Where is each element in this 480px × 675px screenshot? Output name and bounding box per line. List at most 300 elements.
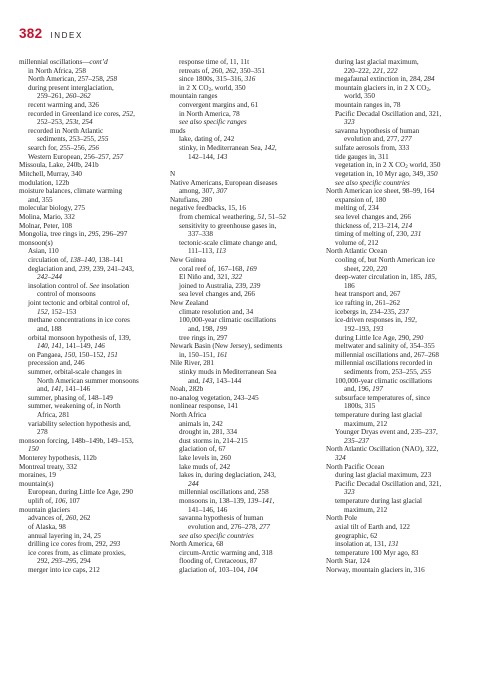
entry-text: , world, 350	[211, 83, 246, 92]
entry-text: precession and, 246	[28, 359, 85, 368]
entry-text: mountain ranges in, 78	[335, 101, 401, 110]
entry-text: response time of, 11, 11t	[179, 58, 250, 66]
entry-text: heat transport and, 267	[335, 290, 401, 299]
entry-text: , 107	[65, 497, 80, 506]
entry-text: negative feedbacks, 15, 16	[170, 204, 246, 213]
index-entry	[326, 428, 472, 437]
entry-italic-text: 25	[93, 531, 101, 540]
index-entry	[170, 256, 316, 265]
entry-text: recorded in Greenland ice cores,	[28, 109, 123, 118]
entry-text: , 141–149,	[62, 342, 95, 351]
entry-text: in, 150–151,	[179, 350, 217, 359]
index-entry	[326, 566, 472, 575]
entry-italic-text: 350	[426, 169, 438, 178]
entry-italic-text: 239	[78, 264, 90, 273]
entry-text: from chemical weathering,	[179, 212, 258, 221]
index-entry	[19, 463, 165, 472]
entry-italic-text: 237	[398, 307, 409, 316]
entry-text: climate resolution and, 34	[179, 307, 254, 316]
entry-text: search for, 255–256,	[28, 144, 89, 153]
entry-text: , 51–52	[264, 212, 287, 221]
index-entry	[326, 92, 472, 101]
entry-text: 252–253,	[37, 118, 66, 127]
entry-italic-text: 255	[420, 367, 432, 376]
index-entry	[326, 153, 472, 162]
index-entry	[19, 92, 165, 101]
entry-text: no-analog vegetation, 243–245	[170, 393, 259, 402]
index-entry	[19, 540, 165, 549]
index-entry	[19, 523, 165, 532]
entry-italic-text: 277	[259, 522, 270, 531]
index-entry	[170, 110, 316, 119]
entry-text: New Guinea	[170, 256, 206, 265]
entry-text: tectonic-scale climate change and,	[179, 238, 277, 247]
entry-text: insolation	[99, 281, 130, 290]
entry-text: in North America, 78	[179, 109, 240, 118]
entry-italic-text: 307	[216, 187, 228, 196]
entry-italic-text: 141	[50, 385, 62, 394]
index-entry	[326, 532, 472, 541]
entry-text: , 152–153	[47, 307, 77, 316]
index-entry	[326, 179, 472, 188]
index-entry	[170, 523, 316, 532]
index-entry	[19, 282, 165, 291]
index-entry	[170, 540, 316, 549]
entry-text: sediments from, 253–255,	[344, 367, 421, 376]
index-entry	[170, 514, 316, 523]
entry-text: 292,	[37, 557, 52, 566]
index-entry	[19, 359, 165, 368]
index-entry	[326, 488, 472, 497]
entry-text: Newark Basin (New Jersey), sediments	[170, 342, 283, 351]
index-entry	[326, 514, 472, 523]
entry-text: and, 355	[28, 195, 53, 204]
entry-italic-text: 106	[54, 497, 66, 506]
index-entry	[170, 325, 316, 334]
entry-text: and, 196,	[344, 385, 373, 394]
index-entry	[19, 213, 165, 222]
index-entry	[19, 230, 165, 239]
index-entry	[170, 411, 316, 420]
index-entry	[326, 67, 472, 76]
entry-text: flooding of, Cretaceous, 87	[179, 557, 257, 566]
entry-italic-text: 256	[88, 144, 99, 153]
index-entry	[326, 523, 472, 532]
entry-text: nonlinear response, 141	[170, 402, 239, 411]
index-entry	[19, 179, 165, 188]
entry-italic-text: 143	[201, 376, 213, 385]
entry-text: stinky, in Mediterranean Sea,	[179, 144, 265, 153]
entry-text: circulation of,	[28, 256, 70, 265]
index-entry	[170, 497, 316, 506]
entry-text: animals in, 242	[179, 419, 223, 428]
index-entry	[326, 196, 472, 205]
index-entry	[326, 308, 472, 317]
entry-text: deep-water circulation in, 185,	[335, 273, 425, 282]
index-entry	[170, 239, 316, 248]
entry-text: world, 350	[344, 92, 375, 101]
index-entry	[326, 222, 472, 231]
index-entry	[170, 351, 316, 360]
entry-text: drilling ice cores from, 292,	[28, 540, 110, 549]
index-entry	[170, 179, 316, 188]
entry-text: Molnar, Peter, 108	[19, 221, 72, 230]
entry-text: , 143–144	[212, 376, 242, 385]
entry-text: moraines, 19	[19, 471, 56, 480]
entry-italic-text: 140, 141	[37, 342, 62, 351]
index-entry	[19, 549, 165, 558]
entry-text: merger into ice caps, 212	[28, 565, 100, 574]
index-entry	[326, 549, 472, 558]
entry-text: Africa, 281	[37, 410, 70, 419]
index-entry	[326, 368, 472, 377]
entry-text: among, 307,	[179, 187, 217, 196]
index-entry	[326, 135, 472, 144]
entry-text: recent warming and, 326	[28, 101, 99, 110]
index-entry	[170, 58, 316, 67]
entry-italic-text: 152	[37, 307, 48, 316]
entry-text: Western European, 256–257,	[28, 152, 113, 161]
index-entry	[19, 316, 165, 325]
entry-text: North American summer monsoons	[37, 376, 139, 385]
index-entry	[19, 334, 165, 343]
index-entry	[19, 247, 165, 256]
entry-text: , 141–146	[61, 385, 91, 394]
index-entry	[170, 385, 316, 394]
index-entry	[170, 247, 316, 256]
index-entry	[170, 557, 316, 566]
index-entry	[19, 368, 165, 377]
entry-text: Mongolia, tree rings in,	[19, 230, 89, 239]
index-entry	[326, 334, 472, 343]
entry-text: world, 350	[407, 161, 441, 170]
index-entry	[170, 273, 316, 282]
index-entry	[170, 359, 316, 368]
entry-text: cooling of, but North American ice	[335, 256, 435, 265]
index-entry	[326, 316, 472, 325]
index-column-3	[326, 58, 472, 575]
index-entry	[19, 135, 165, 144]
entry-text: vegetation in, 10 Myr ago, 349,	[335, 169, 427, 178]
index-entry	[19, 445, 165, 454]
entry-italic-text: 324	[335, 454, 346, 463]
index-entry	[170, 75, 316, 84]
entry-text: control of monsoons	[37, 290, 96, 299]
entry-text: drought in, 281, 334	[179, 428, 238, 437]
entry-italic-text: see also specific countries	[179, 531, 254, 540]
index-entry	[170, 230, 316, 239]
entry-text: Younger Dryas event and, 235–237,	[335, 428, 438, 437]
index-entry	[170, 566, 316, 575]
entry-text: evolution and, 277,	[344, 135, 401, 144]
index-entry	[170, 213, 316, 222]
entry-italic-text: 146	[94, 342, 105, 351]
index-entry	[19, 394, 165, 403]
index-entry	[326, 454, 472, 463]
entry-text: insolation control of.	[28, 281, 90, 290]
index-entry	[19, 488, 165, 497]
index-entry	[326, 144, 472, 153]
entry-text: , 294	[76, 557, 91, 566]
index-column-2	[170, 58, 316, 575]
entry-text: meltwater and salinity of, 354–355	[335, 342, 435, 351]
index-entry	[170, 480, 316, 489]
entry-text: , 350–351	[236, 66, 265, 75]
entry-text: 142–144,	[188, 152, 217, 161]
index-entry	[170, 290, 316, 299]
entry-italic-text: 197	[372, 385, 383, 394]
entry-text: uplift of,	[28, 497, 55, 506]
entry-text: on Pangaea,	[28, 350, 65, 359]
index-entry	[19, 420, 165, 429]
entry-text: North Africa	[170, 410, 207, 419]
entry-text: sea level changes and, 266	[335, 212, 411, 221]
entry-text: stinky muds in Mediterranean Sea	[179, 367, 277, 376]
index-entry	[326, 75, 472, 84]
entry-text: 111–113,	[188, 247, 216, 256]
index-entry	[170, 437, 316, 446]
index-entry	[170, 161, 316, 170]
entry-text: North Star, 124	[326, 557, 370, 566]
index-entry	[19, 532, 165, 541]
entry-text: lakes in, during deglaciation, 243,	[179, 471, 276, 480]
index-entry	[19, 351, 165, 360]
entry-text: ,	[272, 497, 275, 506]
entry-text: lake, dating of, 242	[179, 135, 235, 144]
entry-text: retreats of, 260,	[179, 66, 226, 75]
index-entry	[170, 463, 316, 472]
entry-italic-text: 221, 222	[372, 66, 398, 75]
index-entry	[170, 471, 316, 480]
entry-text: Natufians, 280	[170, 195, 213, 204]
index-entry	[19, 506, 165, 515]
entry-text: since 1800s, 315–316,	[179, 75, 245, 84]
index-column-1	[19, 58, 165, 575]
entry-italic-text: 231	[410, 230, 422, 239]
entry-text: North Pole	[326, 514, 358, 523]
index-entry	[19, 110, 165, 119]
index-entry	[326, 445, 472, 454]
index-entry	[326, 411, 472, 420]
index-entry	[170, 170, 316, 179]
index-entry	[19, 75, 165, 84]
entry-text: Nile River, 281	[170, 359, 214, 368]
entry-italic-text: 323	[344, 488, 355, 497]
index-entry	[19, 557, 165, 566]
entry-italic-text: 277	[400, 135, 412, 144]
index-entry	[19, 480, 165, 489]
index-entry	[326, 273, 472, 282]
index-entry	[19, 67, 165, 76]
entry-text: ice cores from, as climate proxies,	[28, 548, 126, 557]
index-entry	[170, 118, 316, 127]
entry-text: variability selection hypothesis and,	[28, 419, 131, 428]
entry-text: , 262	[76, 514, 91, 523]
index-entry	[19, 514, 165, 523]
entry-text: joined to Australia, 239,	[179, 281, 250, 290]
entry-italic-text: 161	[216, 350, 228, 359]
index-entry	[19, 273, 165, 282]
index-entry	[170, 402, 316, 411]
entry-text: deglaciation and,	[28, 264, 79, 273]
index-entry	[170, 92, 316, 101]
entry-text: 278	[37, 428, 48, 437]
entry-italic-text: 252,	[122, 109, 135, 118]
index-entry	[326, 170, 472, 179]
page-number: 382	[19, 26, 43, 41]
entry-italic-text: 51	[257, 212, 265, 221]
entry-text: maximum, 212	[344, 419, 388, 428]
index-entry	[19, 377, 165, 386]
entry-subscript: 2	[426, 87, 429, 93]
index-entry	[326, 239, 472, 248]
index-entry	[326, 84, 472, 93]
entry-text: lake muds of, 242	[179, 462, 231, 471]
entry-italic-text: 169	[246, 264, 257, 273]
entry-italic-text: See	[89, 281, 100, 290]
entry-italic-text: 214	[401, 221, 413, 230]
entry-italic-text: 192,	[404, 316, 417, 325]
index-entry	[170, 445, 316, 454]
index-entry	[326, 161, 472, 170]
entry-text: expansion of, 180	[335, 195, 386, 204]
entry-text: icebergs in, 234–235,	[335, 307, 399, 316]
index-entry	[326, 385, 472, 394]
entry-text: melting of, 234	[335, 204, 379, 213]
entry-italic-text: 260–262	[65, 92, 91, 101]
entry-text: vegetation in, in 2 X CO	[335, 161, 406, 170]
index-entry	[326, 497, 472, 506]
entry-text: annual layering in, 24,	[28, 531, 94, 540]
entry-text: Noah, 282b	[170, 385, 204, 394]
entry-text: monsoons in, 138–139,	[179, 497, 248, 506]
entry-text: and,	[188, 376, 202, 385]
index-entry	[326, 265, 472, 274]
running-head: INDEX	[50, 31, 83, 40]
index-entry	[19, 222, 165, 231]
entry-text: moisture balances, climate warming	[19, 187, 123, 196]
entry-text: summer, orbital-scale changes in	[28, 367, 122, 376]
index-entry	[170, 488, 316, 497]
page-header	[19, 26, 83, 42]
index-entry	[19, 144, 165, 153]
entry-text: New Zealand	[170, 299, 209, 308]
entry-text: N	[170, 169, 176, 178]
entry-text: North America, 68	[170, 540, 224, 549]
entry-italic-text: 295	[88, 230, 99, 239]
entry-text: molecular biology, 275	[19, 204, 85, 213]
entry-italic-text: 242–244	[37, 273, 62, 282]
index-entry	[19, 153, 165, 162]
entry-italic-text: 258	[106, 75, 118, 84]
entry-text: megafaunal extinction in, 284,	[335, 75, 424, 84]
entry-text: Missoula, Lake, 240b, 241b	[19, 161, 99, 170]
index-entry	[170, 454, 316, 463]
entry-italic-text: 322	[231, 273, 243, 282]
index-entry	[326, 204, 472, 213]
index-entry	[170, 420, 316, 429]
entry-text: 259–261,	[37, 92, 66, 101]
entry-text: millennial oscillations and, 267–268	[335, 350, 439, 359]
entry-italic-text: 235–237	[344, 436, 369, 445]
entry-text: during last glacial maximum,	[335, 58, 419, 66]
entry-text: glaciation of, 67	[179, 445, 226, 454]
entry-italic-text: 257	[112, 152, 124, 161]
index-entry	[170, 368, 316, 377]
index-entry	[326, 118, 472, 127]
entry-text: coral reef of, 167–168,	[179, 264, 247, 273]
entry-text: millennial oscillations and, 258	[179, 488, 269, 497]
index-entry	[170, 377, 316, 386]
entry-text: tide gauges in, 311	[335, 152, 389, 161]
index-entry	[326, 110, 472, 119]
index-entry	[19, 566, 165, 575]
entry-text: Molina, Mario, 332	[19, 212, 75, 221]
entry-italic-text: 193	[372, 324, 384, 333]
entry-italic-text: 150	[28, 445, 39, 454]
entry-text: maximum, 212	[344, 505, 388, 514]
entry-text: circum-Arctic warming and, 318	[179, 548, 273, 557]
index-entry	[170, 532, 316, 541]
entry-text: , 239, 241–243,	[89, 264, 134, 273]
index-entry	[19, 411, 165, 420]
entry-text: sheet, 220,	[344, 264, 377, 273]
entry-italic-text: 151	[107, 350, 118, 359]
entry-text: summer, phasing of, 148–149	[28, 393, 113, 402]
index-entry	[326, 282, 472, 291]
entry-text: insolation at, 131,	[335, 540, 388, 549]
index-entry	[326, 359, 472, 368]
index-entry	[326, 463, 472, 472]
index-entry	[19, 497, 165, 506]
entry-text: 186	[344, 281, 355, 290]
entry-text: temperature during last glacial	[335, 410, 423, 419]
entry-text: millennial oscillations recorded in	[335, 359, 433, 368]
index-entry	[19, 84, 165, 93]
entry-text: mountain(s)	[19, 479, 54, 488]
index-entry	[326, 256, 472, 265]
entry-text: Mitchell, Murray, 340	[19, 169, 82, 178]
entry-text: North American ice sheet, 98–99, 164	[326, 187, 435, 196]
index-entry	[19, 342, 165, 351]
entry-text: 192–193,	[344, 324, 373, 333]
index-entry	[326, 247, 472, 256]
index-entry	[19, 385, 165, 394]
entry-italic-text: 104	[247, 565, 258, 574]
index-entry	[170, 334, 316, 343]
entry-text: joint tectonic and orbital control of,	[28, 299, 130, 308]
index-entry	[170, 153, 316, 162]
entry-text: savanna hypothesis of human	[179, 514, 264, 523]
entry-text: ice-driven responses in,	[335, 316, 405, 325]
entry-text: 100,000-year climatic oscillations	[335, 376, 432, 385]
entry-text: lake levels in, 260	[179, 454, 231, 463]
entry-text: 337–338	[188, 230, 213, 239]
index-entry	[170, 135, 316, 144]
entry-italic-text: 239	[249, 281, 261, 290]
index-entry	[19, 437, 165, 446]
entry-text: recorded in North Atlantic	[28, 126, 104, 135]
entry-text: mountain ranges	[170, 92, 218, 101]
index-entry	[19, 308, 165, 317]
index-entry	[19, 402, 165, 411]
entry-italic-text: 293	[109, 540, 121, 549]
index-entry	[170, 144, 316, 153]
index-entry	[326, 127, 472, 136]
entry-text: Montreal treaty, 332	[19, 462, 78, 471]
entry-text: modulation, 122b	[19, 178, 70, 187]
entry-text: tree rings in, 297	[179, 333, 228, 342]
